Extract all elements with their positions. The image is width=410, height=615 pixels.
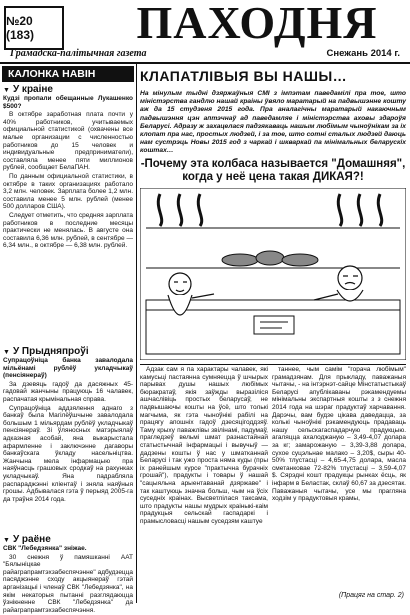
triangle-icon: ▼ — [3, 537, 10, 544]
section-region — [3, 346, 133, 504]
cartoon-illustration — [140, 188, 406, 360]
triangle-icon: ▼ — [3, 349, 10, 356]
section-title: ▼ У раёне — [3, 534, 51, 545]
article-headline: КЛАПАТЛІВЫЯ ВЫ НАШЫ… — [140, 68, 348, 84]
section-title: ▼ У краіне — [3, 84, 53, 95]
triangle-icon: ▼ — [3, 87, 10, 94]
issue-number: №20 (183) — [4, 6, 64, 50]
cartoon-caption: -Почему эта колбаса называется "Домашняя", когда у неё цена такая ДИКАЯ?! — [140, 158, 406, 183]
masthead — [0, 0, 410, 60]
article-header — [140, 68, 408, 88]
issue-date: Снежань 2014 г. — [326, 48, 400, 59]
article-column-2: таннее, чым самім "горача любімым" грамадзянам. Для прыкладу, паважаныя чытачы, - на інтэрнэт-сайце Мінстатыстыкаў Беларусі апублікаваны рэкамендуемы мінімальны экспартныя кошты з з снежня 2014 года на шэраг прадуктаў харчавання. Дарэчы, вам будзе цікава даведацца, за колькі чыноўнікі рэкамендуюць прадаваць нашу сельскагаспадарчую прадукцыю. агаляцца ахалоджаную – 3,49-4,07 долара за кг; замарожаную – 3,39-3,88 долара, сухое суцэльнае малако – 3,20$, сыры 40-50% тлустасці – 4,65-4,75 долара, масла сметанковае 72-82% тлустасці – 3,59-4,07 $. Сярэдні кошт прадукцы рынках ёсць, як інфарм в Беластак, склаў 60,67 за дзесятак. Паважаныя чытачы, усе мы прагляна ходзім у прадуктовыя крамы, — [272, 366, 406, 503]
section-body: СВК "Лебедзянка" зніжае. 30 снежня ў памяшканні ААТ "Бялыніцкае райаграпрамтэхзабеспячэнне" адбудзецца пасяджэнне сходу акцыянераў гэтай арганізацыі і членаў СВК "Лебедзянка", на якім некаторыя пытанні разглядаюцца ўзнікненне СВК "Лебедзянка" да райаграпрамтэхзабеспячэння. — [3, 545, 133, 614]
newspaper-title: ПАХОДНЯ — [136, 0, 378, 48]
section-body: Кудзі пропали обещанные Лукашенко $500? В октябре заработная плата почти у 40% работников, учитываемых официальной статистикой (охвачены все малые организации с численностью работников до 15 человек и индивидуальные предприниматели), составляла менее пяти миллионов рублей, сообщает БелаПАН. По данным официальной статистики, в октябре в таких организациях работало 3,2 млн. человек. Зарплата более 1,2 млн. составила менее 5 млн. рублей (менее 500 долларов США). Следует отметить, что средняя зарплата работников в последние месяцы практически не менялась. В августе она составила 6,36 млн. рублей, в сентябре — 6,34 млн., в октябре — 6,38 млн. рублей. — [3, 95, 133, 250]
article-lead: На мінулым тыдні дзяржаўныя СМІ з імпэтам паведамілі пра тое, што міністэрства гандлю нашай краіны ўвяло маратарый на падвышэнне кошту аж да 15 студзеня 2015 года. Пра аналагічны маратарый накаючным падвышэння цэн аптэчнаў ад паведамляе і міністэрства аховы здароўя Беларусі. Адразу ж захацелася падзякаваць нашым любімым чыноўнікам за іх клопат пра нас, простых людзей, і за тое, што сотні сталых людзей даюць нам сустрэць Новы 2015 год з чаркай і шкваркай па мінімальных беларускіх коштах… — [140, 90, 406, 155]
article-rule — [140, 364, 406, 365]
newspaper-subtitle: Грамадска-палітычная газета — [10, 48, 147, 59]
section-body: Супрацоўніца банка завалодала мільёнамі рублёў укладчыкаў (пенсіянераў) За дзевяць гадоў да дасяжных 45-гадовай жанчыны працуюць 16 чалавек, распачатая крымінальная справа. Супрацоўніца аддзялення аднаго з банкаў была Магілёўшчыне завалодала большым 1 мільярдам рублёў укладчыкаў пенсіянераў. Зі ўляносных матэрыялаў адказная асобай, яна выкарыстала афармленне і заключэнне дагаворы банкаўскага ўкладу насельніцтва. Жанчына мела інфармацыю пра наяўнасць грашовых сродкаў на рахунках укладчыкаў. Яна падрабляла распараджэнні кліентаў і зняла наяўныя грошы. Адбывалася гэта ў перыяд 2005-га да траўня 2014 года. — [3, 357, 133, 503]
section-country — [3, 84, 133, 251]
news-column-header: КАЛОНКА НАВІН — [2, 66, 134, 82]
section-title: ▼ У Прыдняпроўі — [3, 346, 89, 357]
continued-note: (Працяг на стар. 2) — [338, 592, 404, 599]
news-column — [0, 64, 137, 614]
article-column-1: Адзак сам я па характары чалавек, які камусьці пастаянна сумняецца ў шчырых парывах душы нашых любімых бюракратаў, якія заўжды выразіліся ашчаслівіць простых беларусаў, не падвышаючы кошты на ўсё, што толькі магчыма, як гэта чыноўнікі рабілі на працягу апошніх гадоў дзесяцігоддзяў. Таму крыху паважлівы звілінамі, падумаў, прагледзеў вельмі шмат разнастайнай статыстычнай інфармацыі і вывучыў — дадзены кошты ў нас у шматканнай Беларусі і так ужо проста няма куды (пры іх ранейшым курсе "практычна бурачніх грошай"), прадукты і товары ў нашай "сацыяльна арыентаванай дзяржаве" і так каштуюць значна больш, чым на ўсіх суседніх краінах. Высветлілася таксама, што прадукты нашы мудрых краіныкі-каім прадукцыя сельскай гаспадаркі і прамысловасці нашым суседзям каштуе — [140, 366, 268, 525]
